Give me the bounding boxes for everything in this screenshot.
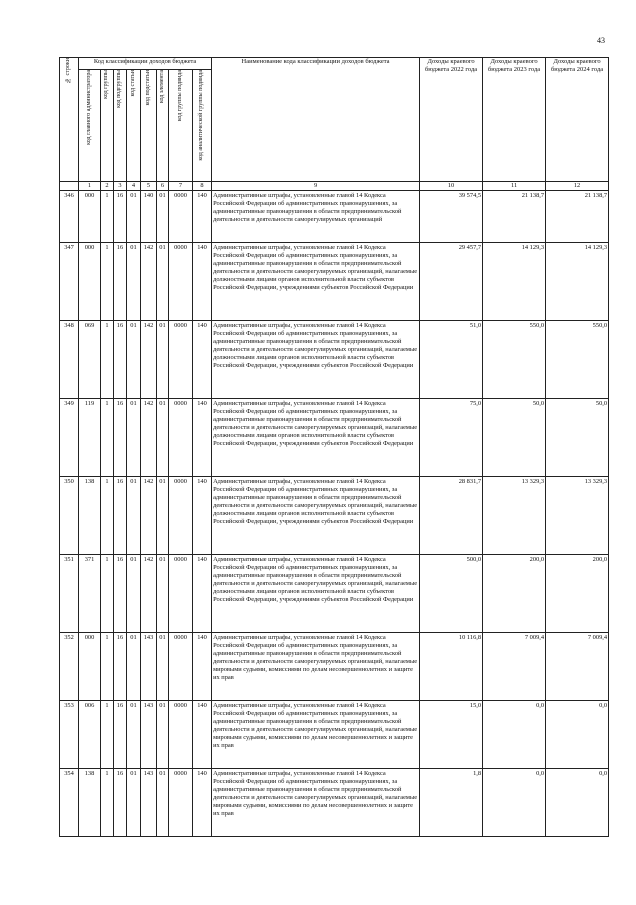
analytic-code-cell: 140 [193, 769, 212, 837]
column-number-cell: 6 [157, 182, 169, 191]
column-number-cell: 3 [114, 182, 127, 191]
revenue-name-cell: Административные штрафы, установленные главой 14 Кодекса Российской Федерации об административных правонарушениях, за административные правонарушения в области предпринимательской деятельности и деятельности саморегулируемых организаций, налагаемые должностными лицами органов исполнительной власти субъектов Российской Федерации, учреждениями субъектов Российской Федерации [212, 477, 420, 555]
column-numbers-row [60, 182, 609, 191]
subgroup-code-cell: 16 [114, 399, 127, 477]
row-number-cell: 351 [60, 555, 79, 633]
header-name: Наименование кода классификации доходов бюджета [212, 58, 420, 182]
subarticle-code-cell: 143 [141, 633, 157, 701]
amount-2024-cell: 0,0 [546, 701, 609, 769]
row-number-cell: 350 [60, 477, 79, 555]
amount-2022-cell: 1,8 [420, 769, 483, 837]
header-element: код элемента [157, 70, 169, 182]
column-number-cell: 12 [546, 182, 609, 191]
subgroup-code-cell: 16 [114, 191, 127, 243]
row-number-cell: 347 [60, 243, 79, 321]
amount-2022-cell: 29 457,7 [420, 243, 483, 321]
header-subarticle: код подстатьи [141, 70, 157, 182]
group-code-cell: 1 [101, 555, 114, 633]
article-code-cell: 01 [127, 555, 141, 633]
amount-2023-cell: 13 329,3 [483, 477, 546, 555]
admin-code-cell: 000 [79, 243, 101, 321]
amount-2022-cell: 75,0 [420, 399, 483, 477]
analytic-code-cell: 140 [193, 477, 212, 555]
subarticle-code-cell: 140 [141, 191, 157, 243]
article-code-cell: 01 [127, 399, 141, 477]
column-number-cell: 11 [483, 182, 546, 191]
header-article: код статьи [127, 70, 141, 182]
subtype-code-cell: 0000 [169, 701, 193, 769]
subgroup-code-cell: 16 [114, 769, 127, 837]
element-code-cell: 01 [157, 399, 169, 477]
amount-2023-cell: 0,0 [483, 701, 546, 769]
element-code-cell: 01 [157, 243, 169, 321]
element-code-cell: 01 [157, 769, 169, 837]
table-row [60, 243, 609, 321]
column-number-cell: 9 [212, 182, 420, 191]
revenue-name-cell: Административные штрафы, установленные главой 14 Кодекса Российской Федерации об административных правонарушениях, за административные правонарушения в области предпринимательской деятельности и деятельности саморегулируемых организаций, налагаемые мировыми судьями, комиссиями по делам несовершеннолетних и защите их прав [212, 769, 420, 837]
amount-2022-cell: 39 574,5 [420, 191, 483, 243]
header-row-no: № строки [60, 58, 79, 182]
amount-2024-cell: 7 009,4 [546, 633, 609, 701]
subtype-code-cell: 0000 [169, 769, 193, 837]
header-analytic-group: код аналитической группы подвида [193, 70, 212, 182]
article-code-cell: 01 [127, 321, 141, 399]
table-row [60, 769, 609, 837]
amount-2023-cell: 0,0 [483, 769, 546, 837]
amount-2022-cell: 10 116,8 [420, 633, 483, 701]
subgroup-code-cell: 16 [114, 555, 127, 633]
amount-2024-cell: 0,0 [546, 769, 609, 837]
article-code-cell: 01 [127, 633, 141, 701]
amount-2024-cell: 200,0 [546, 555, 609, 633]
column-number-cell: 1 [79, 182, 101, 191]
subtype-code-cell: 0000 [169, 399, 193, 477]
article-code-cell: 01 [127, 701, 141, 769]
admin-code-cell: 000 [79, 633, 101, 701]
revenue-name-cell: Административные штрафы, установленные главой 14 Кодекса Российской Федерации об административных правонарушениях, за административные правонарушения в области предпринимательской деятельности и деятельности саморегулируемых организаций, налагаемые мировыми судьями, комиссиями по делам несовершеннолетних и защите их прав [212, 701, 420, 769]
subgroup-code-cell: 16 [114, 701, 127, 769]
admin-code-cell: 371 [79, 555, 101, 633]
revenue-table [59, 57, 609, 837]
group-code-cell: 1 [101, 191, 114, 243]
article-code-cell: 01 [127, 769, 141, 837]
header-subgroup: код подгруппы [114, 70, 127, 182]
row-number-cell: 346 [60, 191, 79, 243]
header-2024: Доходы краевого бюджета 2024 года [546, 58, 609, 182]
table-row [60, 477, 609, 555]
admin-code-cell: 138 [79, 477, 101, 555]
table-row [60, 701, 609, 769]
subgroup-code-cell: 16 [114, 321, 127, 399]
column-number-cell: 7 [169, 182, 193, 191]
subarticle-code-cell: 142 [141, 477, 157, 555]
subgroup-code-cell: 16 [114, 633, 127, 701]
column-number-cell: 2 [101, 182, 114, 191]
amount-2023-cell: 200,0 [483, 555, 546, 633]
amount-2022-cell: 15,0 [420, 701, 483, 769]
admin-code-cell: 000 [79, 191, 101, 243]
row-number-cell: 348 [60, 321, 79, 399]
header-subtype-group: код группы подвида [169, 70, 193, 182]
header-2022: Доходы краевого бюджета 2022 года [420, 58, 483, 182]
amount-2024-cell: 550,0 [546, 321, 609, 399]
table-row [60, 191, 609, 243]
row-number-cell: 349 [60, 399, 79, 477]
analytic-code-cell: 140 [193, 701, 212, 769]
column-number-cell: 4 [127, 182, 141, 191]
column-number-cell: 5 [141, 182, 157, 191]
group-code-cell: 1 [101, 243, 114, 321]
header-group-row [60, 58, 609, 70]
element-code-cell: 01 [157, 477, 169, 555]
subarticle-code-cell: 143 [141, 701, 157, 769]
row-number-cell: 352 [60, 633, 79, 701]
header-admin: код главного администратора [79, 70, 101, 182]
element-code-cell: 01 [157, 701, 169, 769]
admin-code-cell: 069 [79, 321, 101, 399]
table-row [60, 399, 609, 477]
row-number-cell: 354 [60, 769, 79, 837]
element-code-cell: 01 [157, 321, 169, 399]
group-code-cell: 1 [101, 769, 114, 837]
revenue-name-cell: Административные штрафы, установленные главой 14 Кодекса Российской Федерации об административных правонарушениях, за административные правонарушения в области предпринимательской деятельности и деятельности саморегулируемых организаций, налагаемые должностными лицами органов исполнительной власти субъектов Российской Федерации, учреждениями субъектов Российской Федерации [212, 399, 420, 477]
amount-2023-cell: 21 138,7 [483, 191, 546, 243]
element-code-cell: 01 [157, 191, 169, 243]
subarticle-code-cell: 142 [141, 321, 157, 399]
revenue-name-cell: Административные штрафы, установленные главой 14 Кодекса Российской Федерации об административных правонарушениях, за административные правонарушения в области предпринимательской деятельности и деятельности саморегулируемых организаций, налагаемые должностными лицами органов исполнительной власти субъектов Российской Федерации, учреждениями субъектов Российской Федерации [212, 243, 420, 321]
element-code-cell: 01 [157, 555, 169, 633]
amount-2023-cell: 7 009,4 [483, 633, 546, 701]
analytic-code-cell: 140 [193, 191, 212, 243]
subtype-code-cell: 0000 [169, 321, 193, 399]
article-code-cell: 01 [127, 243, 141, 321]
amount-2024-cell: 14 129,3 [546, 243, 609, 321]
subtype-code-cell: 0000 [169, 477, 193, 555]
analytic-code-cell: 140 [193, 243, 212, 321]
article-code-cell: 01 [127, 191, 141, 243]
subgroup-code-cell: 16 [114, 477, 127, 555]
subarticle-code-cell: 142 [141, 399, 157, 477]
amount-2022-cell: 28 831,7 [420, 477, 483, 555]
amount-2023-cell: 550,0 [483, 321, 546, 399]
header-2023: Доходы краевого бюджета 2023 года [483, 58, 546, 182]
revenue-name-cell: Административные штрафы, установленные главой 14 Кодекса Российской Федерации об административных правонарушениях, за административные правонарушения в области предпринимательской деятельности и деятельности саморегулируемых организаций, налагаемые мировыми судьями, комиссиями по делам несовершеннолетних и защите их прав [212, 633, 420, 701]
revenue-name-cell: Административные штрафы, установленные главой 14 Кодекса Российской Федерации об административных правонарушениях, за административные правонарушения в области предпринимательской деятельности и деятельности саморегулируемых организаций [212, 191, 420, 243]
amount-2023-cell: 14 129,3 [483, 243, 546, 321]
header-classification-group: Код классификации доходов бюджета [79, 58, 212, 70]
group-code-cell: 1 [101, 633, 114, 701]
admin-code-cell: 138 [79, 769, 101, 837]
analytic-code-cell: 140 [193, 555, 212, 633]
column-number-cell: 10 [420, 182, 483, 191]
header-group: код группы [101, 70, 114, 182]
revenue-name-cell: Административные штрафы, установленные главой 14 Кодекса Российской Федерации об административных правонарушениях, за административные правонарушения в области предпринимательской деятельности и деятельности саморегулируемых организаций, налагаемые должностными лицами органов исполнительной власти субъектов Российской Федерации, учреждениями субъектов Российской Федерации [212, 555, 420, 633]
column-number-cell [60, 182, 79, 191]
subtype-code-cell: 0000 [169, 243, 193, 321]
group-code-cell: 1 [101, 399, 114, 477]
amount-2024-cell: 21 138,7 [546, 191, 609, 243]
group-code-cell: 1 [101, 321, 114, 399]
subgroup-code-cell: 16 [114, 243, 127, 321]
amount-2022-cell: 500,0 [420, 555, 483, 633]
article-code-cell: 01 [127, 477, 141, 555]
subarticle-code-cell: 143 [141, 769, 157, 837]
group-code-cell: 1 [101, 477, 114, 555]
amount-2022-cell: 51,0 [420, 321, 483, 399]
group-code-cell: 1 [101, 701, 114, 769]
admin-code-cell: 006 [79, 701, 101, 769]
page-number: 43 [597, 36, 605, 45]
element-code-cell: 01 [157, 633, 169, 701]
admin-code-cell: 119 [79, 399, 101, 477]
subtype-code-cell: 0000 [169, 555, 193, 633]
revenue-name-cell: Административные штрафы, установленные главой 14 Кодекса Российской Федерации об административных правонарушениях, за административные правонарушения в области предпринимательской деятельности и деятельности саморегулируемых организаций, налагаемые должностными лицами органов исполнительной власти субъектов Российской Федерации, учреждениями субъектов Российской Федерации [212, 321, 420, 399]
subtype-code-cell: 0000 [169, 191, 193, 243]
column-number-cell: 8 [193, 182, 212, 191]
analytic-code-cell: 140 [193, 399, 212, 477]
table-row [60, 555, 609, 633]
amount-2023-cell: 50,0 [483, 399, 546, 477]
subarticle-code-cell: 142 [141, 243, 157, 321]
subtype-code-cell: 0000 [169, 633, 193, 701]
table-row [60, 321, 609, 399]
row-number-cell: 353 [60, 701, 79, 769]
analytic-code-cell: 140 [193, 633, 212, 701]
analytic-code-cell: 140 [193, 321, 212, 399]
table-body [60, 191, 609, 837]
subarticle-code-cell: 142 [141, 555, 157, 633]
amount-2024-cell: 50,0 [546, 399, 609, 477]
amount-2024-cell: 13 329,3 [546, 477, 609, 555]
table-row [60, 633, 609, 701]
